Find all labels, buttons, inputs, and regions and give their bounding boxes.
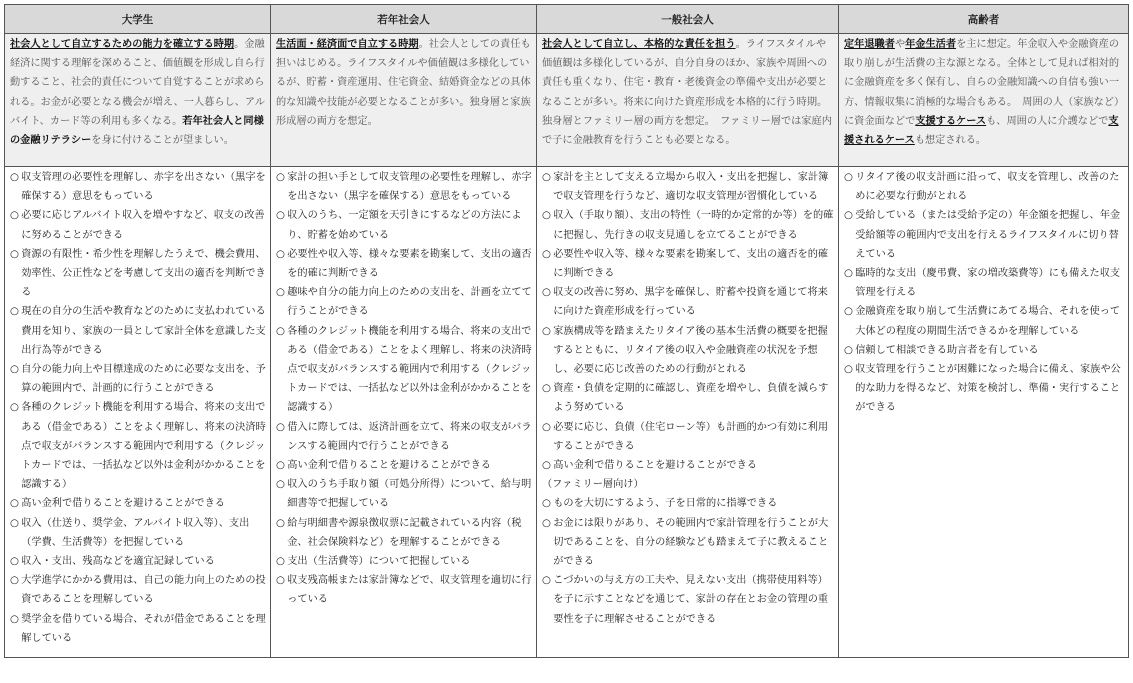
bullet-circle-icon: ○ — [844, 268, 853, 280]
bullet-circle-icon: ○ — [542, 325, 551, 337]
list-item-text: 高い金利で借りることを避けることができる — [553, 460, 757, 472]
bullet-circle-icon: ○ — [542, 517, 551, 529]
list-item-text: 奨学金を借りている場合、それが借金であることを理解している — [21, 613, 266, 644]
list-item — [542, 514, 834, 572]
description-emphasis: 年金生活者 — [905, 39, 957, 50]
description-text: も、周囲の人に介護などで — [986, 115, 1109, 127]
list-item-text: お金には限りがあり、その範囲内で家計管理を行うことが大切であることを、自分の経験なども踏まえて子に教えることができる — [553, 517, 829, 568]
list-item-text: 借入に際しては、返済計画を立て、将来の収支がバランスする範囲内で行うことができる — [287, 421, 532, 452]
bullet-circle-icon: ○ — [276, 517, 285, 529]
bullet-circle-icon: ○ — [844, 364, 853, 376]
list-item — [10, 398, 266, 494]
list-item — [844, 264, 1124, 302]
bullet-circle-icon: ○ — [542, 287, 551, 299]
list-item — [10, 206, 266, 244]
items-row — [5, 167, 1129, 658]
bullet-circle-icon: ○ — [276, 556, 285, 568]
list-item — [10, 514, 266, 552]
list-item-text: 高い金利で借りることを避けることができる — [287, 460, 491, 472]
description-emphasis: 若年社会人と同様の金融リテラシー — [10, 115, 264, 147]
list-item — [542, 418, 834, 456]
description-text: 。社会人としての責任も担いはじめる。ライフスタイルや価値観は多様化しているが、貯蓄・資産運用、住宅資金、結婚資金などの具体的な知識や技能が必要となることが多い。独身層と家族形成層の両方を想定。 — [276, 39, 531, 127]
list-item-text: 自分の能力向上や目標達成のために必要な支出を、予算の範囲内で、計画的に行うことができる — [21, 364, 266, 395]
list-item — [844, 168, 1124, 206]
bullet-circle-icon: ○ — [844, 172, 853, 183]
list-item — [844, 341, 1124, 360]
list-item-text: 信頼して相談できる助言者を有している — [855, 344, 1039, 356]
bullet-circle-icon: ○ — [542, 210, 551, 222]
header-young-adult: 若年社会人 — [271, 5, 537, 34]
list-item-text: 資産・負債を定期的に確認し、資産を増やし、負債を減らすよう努めている — [553, 383, 829, 414]
list-item-text: 各種のクレジット機能を利用する場合、将来の支出である（借金である）ことをよく理解し、将来の決済時点で収支がバランスする範囲内で利用する（クレジットカードでは、一括払など以外は金利がかかることを認識する） — [287, 325, 532, 414]
list-item — [844, 302, 1124, 340]
list-item-text: 必要性や収入等、様々な要素を勘案して、支出の適否を的確に判断できる — [553, 248, 829, 280]
list-item-text: 収入（仕送り、奨学金、アルバイト収入等）、支出（学費、生活費等）を把握している — [21, 517, 250, 548]
list-item-text: 収支残高帳または家計簿などで、収支管理を適切に行っている — [287, 575, 532, 606]
bullet-circle-icon: ○ — [10, 364, 19, 376]
list-item-text: 家計を主として支える立場から収入・支出を把握し、家計簿で収支管理を行うなど、適切な収支管理が習慣化している — [553, 172, 829, 203]
items-university-student — [5, 167, 271, 658]
list-item-text: 収支の改善に努め、黒字を確保し、貯蓄や投資を通じて将来に向けた資産形成を行っている — [553, 287, 828, 318]
literacy-table-container — [4, 4, 1129, 658]
bullet-circle-icon: ○ — [10, 248, 19, 260]
list-item — [542, 283, 834, 321]
description-emphasis: 定年退職者 — [844, 39, 895, 50]
list-item-text: こづかいの与え方の工夫や、見えない支出（携帯使用料等）を子に示すことなどを通じて、家計の存在とお金の管理の重要性を子に理解させることができる — [553, 575, 829, 625]
bullet-circle-icon: ○ — [10, 498, 19, 510]
list-item-text: 必要性や収入等、様々な要素を勘案して、支出の適否を的確に判断できる — [287, 248, 532, 280]
list-item — [10, 302, 266, 360]
list-item — [10, 552, 266, 571]
list-item — [276, 475, 532, 513]
list-item-text: 各種のクレジット機能を利用する場合、将来の支出である（借金である）ことをよく理解し、将来の決済時点で収支がバランスする範囲内で利用する（クレジットカードでは、一括払など以外は金利がかかることを認識する） — [21, 402, 266, 491]
list-item — [542, 494, 834, 513]
description-emphasis: 社会人として自立するための能力を確立する時期 — [10, 39, 235, 50]
list-item — [542, 379, 834, 417]
list-item — [276, 456, 532, 475]
bullet-circle-icon: ○ — [276, 210, 285, 222]
list-item — [276, 552, 532, 571]
list-item — [542, 456, 834, 475]
description-text: 周囲の人（家族など）に資金面などで — [844, 96, 1120, 127]
list-item — [542, 206, 834, 244]
list-item-text: 必要に応じ、負債（住宅ローン等）も計画的かつ有効に利用することができる — [553, 421, 829, 452]
description-young-adult — [271, 34, 537, 167]
list-item-text: 家計の担い手として収支管理の必要性を理解し、赤字を出さない（黒字を確保する）意思をもっている — [287, 172, 532, 203]
list-item-text: 趣味や自分の能力向上のための支出を、計画を立てて行うことができる — [287, 287, 532, 318]
bullet-circle-icon: ○ — [542, 248, 551, 260]
list-item — [276, 283, 532, 321]
bullet-circle-icon: ○ — [542, 421, 551, 433]
financial-literacy-table — [4, 4, 1129, 658]
list-item — [10, 360, 266, 398]
description-emphasis: 社会人として自立し、本格的な責任を担う — [542, 39, 736, 50]
list-item-text: 大学進学にかかる費用は、自己の能力向上のための投資であることを理解している — [21, 575, 266, 606]
list-item — [542, 245, 834, 283]
list-item — [276, 168, 532, 206]
list-item — [10, 494, 266, 513]
description-text: ファミリー層では家庭内で子に金融教育を行うことも必要となる。 — [542, 115, 832, 147]
bullet-circle-icon: ○ — [10, 402, 19, 414]
items-young-adult — [271, 167, 537, 658]
list-item — [276, 322, 532, 418]
header-general-adult: 一般社会人 — [537, 5, 839, 34]
list-item — [542, 475, 834, 494]
description-emphasis: 支援されるケース — [844, 115, 1119, 147]
bullet-circle-icon: ○ — [276, 172, 285, 183]
list-item — [276, 571, 532, 609]
bullet-circle-icon: ○ — [276, 325, 285, 337]
list-item — [10, 168, 266, 206]
description-row — [5, 34, 1129, 167]
list-item — [10, 610, 266, 648]
description-text: を身に付けることが望ましい。 — [91, 135, 234, 147]
list-item-text: 家族構成等を踏まえたリタイア後の基本生活費の概要を把握するとともに、リタイア後の収入や金融資産の状況を予想し、必要に応じ改善のための行動がとれる — [553, 325, 828, 376]
header-senior: 高齢者 — [839, 5, 1129, 34]
description-senior — [839, 34, 1129, 167]
bullet-circle-icon: ○ — [10, 172, 19, 183]
description-text: も想定される。 — [914, 135, 987, 147]
list-item — [10, 245, 266, 303]
header-university-student: 大学生 — [5, 5, 271, 34]
bullet-circle-icon: ○ — [276, 575, 285, 587]
bullet-circle-icon: ○ — [542, 460, 551, 472]
description-emphasis: 支援するケース — [915, 115, 987, 127]
bullet-circle-icon: ○ — [844, 306, 853, 318]
list-item-text: 臨時的な支出（慶弔費、家の増改築費等）にも備えた収支管理を行える — [855, 268, 1121, 299]
list-item-text: 現在の自分の生活や教育などのために支払われている費用を知り、家族の一員として家計全体を意識した支出行為等ができる — [21, 306, 266, 356]
items-senior — [839, 167, 1129, 658]
list-item — [10, 571, 266, 609]
bullet-circle-icon: ○ — [10, 556, 19, 568]
list-item-text: 収支管理の必要性を理解し、赤字を出さない（黒字を確保する）意思をもっている — [21, 172, 266, 203]
list-item-text: リタイア後の収支計画に沿って、収支を管理し、改善のために必要な行動がとれる — [855, 172, 1120, 203]
list-item — [276, 245, 532, 283]
list-item — [542, 322, 834, 380]
description-text: や — [894, 39, 906, 50]
bullet-circle-icon: ○ — [276, 421, 285, 433]
list-item-text: 必要に応じアルバイト収入を増やすなど、収支の改善に努めることができる — [21, 210, 265, 241]
bullet-circle-icon: ○ — [542, 383, 551, 395]
bullet-circle-icon: ○ — [276, 287, 285, 299]
list-item-text: 収入（手取り額）、支出の特性（一時的か定常的か等）を的確に把握し、先行きの収支見通しを立てることができる — [553, 210, 834, 241]
list-item — [276, 418, 532, 456]
list-item — [542, 571, 834, 629]
list-item — [276, 206, 532, 244]
description-text: 。金融経済に関する理解を深めること、価値観を形成し自ら行動すること、社会的責任について自覚することが求められる。お金が必要となる機会が増え、一人暮らし、アルバイト、カード等の利用も多くなる。 — [10, 39, 265, 127]
bullet-circle-icon: ○ — [542, 575, 551, 587]
list-item-text: 給与明細書や源泉徴収票に記載されている内容（税金、社会保険料など）を理解することができる — [287, 517, 522, 548]
list-item-text: 高い金利で借りることを避けることができる — [21, 498, 225, 510]
description-emphasis: 生活面・経済面で自立する時期 — [276, 39, 419, 50]
bullet-circle-icon: ○ — [276, 248, 285, 260]
list-item-text: 収入のうち、一定額を天引きにするなどの方法により、貯蓄を始めている — [287, 210, 522, 241]
list-item — [542, 168, 834, 206]
description-university-student — [5, 34, 271, 167]
description-general-adult — [537, 34, 839, 167]
list-item-text: 金融資産を取り崩して生活費にあてる場合、それを使って大体どの程度の期間生活できるかを理解している — [855, 306, 1121, 337]
header-row — [5, 5, 1129, 34]
bullet-circle-icon: ○ — [542, 498, 551, 510]
bullet-circle-icon: ○ — [10, 575, 19, 587]
bullet-circle-icon: ○ — [844, 210, 853, 222]
list-item-text: （ファミリー層向け） — [542, 479, 644, 491]
bullet-circle-icon: ○ — [10, 306, 19, 318]
list-item-text: 資源の有限性・希少性を理解したうえで、機会費用、効率性、公正性などを考慮して支出の適否を判断できる — [21, 248, 266, 299]
bullet-circle-icon: ○ — [10, 613, 19, 625]
description-text: 。ライフスタイルや価値観は多様化しているが、自分自身のほか、家族や周囲への責任も重くなり、住宅・教育・老後資金の準備や支出が必要となることが多い。将来に向けた資産形成を本格的に行う時期。独身層とファミリー層の両方を想定。 — [542, 39, 828, 127]
bullet-circle-icon: ○ — [542, 172, 551, 183]
list-item-text: 収入・支出、残高などを適宜記録している — [21, 556, 215, 568]
list-item — [844, 206, 1124, 264]
list-item-text: ものを大切にするよう、子を日常的に指導できる — [553, 498, 778, 510]
bullet-circle-icon: ○ — [276, 479, 285, 491]
bullet-circle-icon: ○ — [844, 344, 853, 356]
bullet-circle-icon: ○ — [10, 210, 19, 222]
items-general-adult — [537, 167, 839, 658]
list-item — [844, 360, 1124, 418]
list-item — [276, 514, 532, 552]
bullet-circle-icon: ○ — [276, 460, 285, 472]
list-item-text: 支出（生活費等）について把握している — [287, 556, 471, 568]
list-item-text: 収支管理を行うことが困難になった場合に備え、家族や公的な助力を得るなど、対策を検討し、準備・実行することができる — [855, 364, 1121, 414]
description-text: を主に想定。年金収入や金融資産の取り崩しが生活費の主な源となる。全体として見れば相対的に金融資産を多く保有し、自らの金融知識への自信も強い一方、情報収集に消極的な場合もある。 — [844, 39, 1120, 108]
list-item-text: 収入のうち手取り額（可処分所得）について、給与明細書等で把握している — [287, 479, 532, 510]
list-item-text: 受給している（または受給予定の）年金額を把握し、年金受給額等の範囲内で支出を行えるライフスタイルに切り替えている — [855, 210, 1121, 260]
bullet-circle-icon: ○ — [10, 517, 19, 529]
